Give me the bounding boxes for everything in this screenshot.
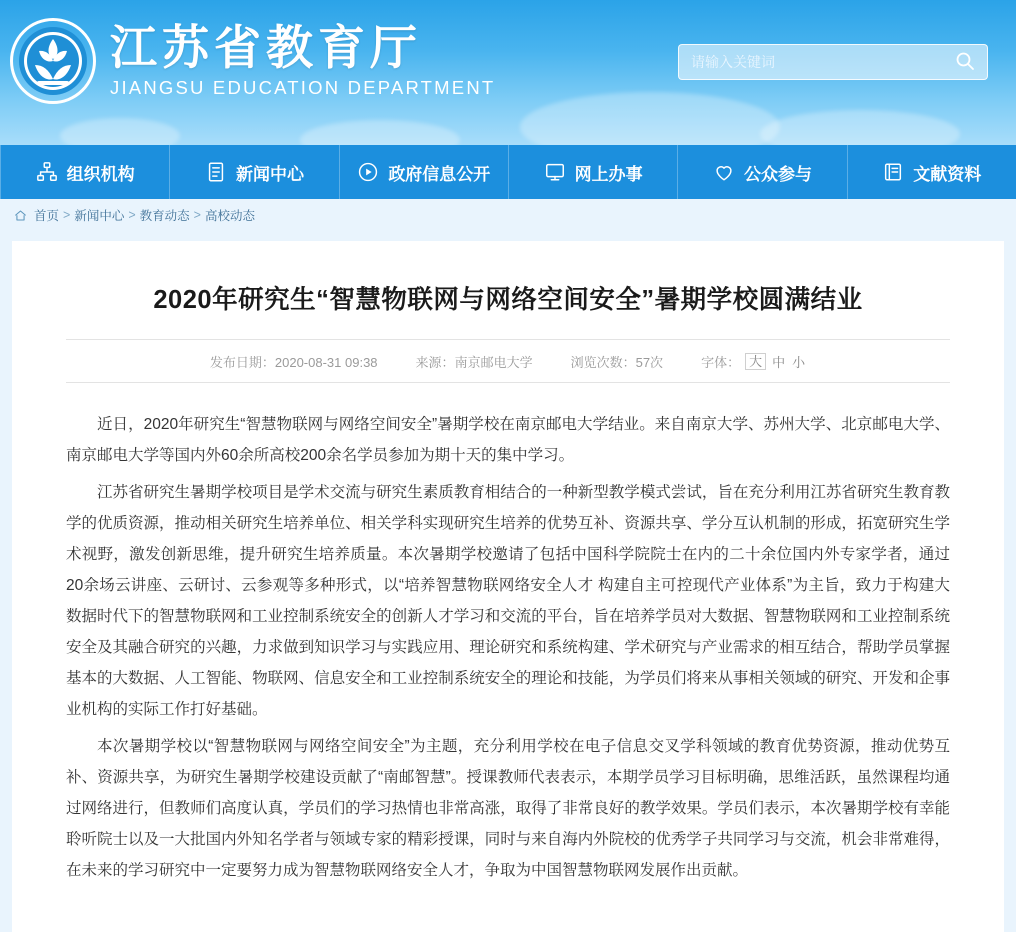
nav-item-online-service[interactable] (509, 145, 678, 199)
page-body (0, 231, 1016, 932)
view-count (571, 352, 663, 371)
breadcrumb-separator: > (63, 208, 71, 222)
source-value: 南京邮电大学 (454, 354, 533, 370)
search-icon (955, 51, 975, 74)
monitor-icon (544, 161, 566, 183)
article-meta (66, 339, 950, 383)
font-size-medium-button[interactable]: 中 (772, 354, 786, 370)
search-box[interactable] (678, 44, 988, 80)
cloud-decoration (60, 118, 180, 145)
publish-date-label: 发布日期： (209, 354, 275, 370)
breadcrumb (0, 199, 1016, 231)
font-size-label: 字体： (701, 354, 741, 370)
source-label: 来源： (415, 354, 455, 370)
nav-label: 政府信息公开 (388, 164, 491, 184)
publish-date (210, 352, 378, 371)
nav-item-documents[interactable] (848, 145, 1016, 199)
breadcrumb-item-university-news[interactable]: 高校动态 (204, 209, 255, 223)
cloud-decoration (520, 92, 780, 145)
nav-item-news-center[interactable] (170, 145, 339, 199)
cloud-decoration (300, 120, 460, 145)
article-paragraph: 近日，2020年研究生“智慧物联网与网络空间安全”暑期学校在南京邮电大学结业。来自南京大学、苏州大学、北京邮电大学、南京邮电大学等国内外60余所高校200余名学员参加为期十天的集中学习。 (66, 416, 950, 465)
nav-label: 组织机构 (66, 164, 135, 184)
font-size-control (701, 352, 806, 371)
font-size-small-button[interactable]: 小 (792, 354, 806, 370)
org-chart-icon (36, 161, 58, 183)
nav-item-gov-info-disclosure[interactable] (340, 145, 509, 199)
article-paragraph: 本次暑期学校以“智慧物联网与网络空间安全”为主题，充分利用学校在电子信息交叉学科领域的教育优势资源，推动优势互补、资源共享，为研究生暑期学校建设贡献了“南邮智慧”。授课教师代表表示，本期学员学习目标明确，思维活跃，虽然课程均通过网络进行，但教师们高度认真，学员们的学习热情也非常高涨，取得了非常良好的教学效果。学员们表示，本次暑期学校有幸能聆听院士以及一大批国内外知名学者与领域专家的精彩授课，同时与来自海内外院校的优秀学子共同学习与交流，机会非常难得，在未来的学习研究中一定要努力成为智慧物联网络安全人才，争取为中国智慧物联网发展作出贡献。 (66, 738, 950, 880)
breadcrumb-separator: > (128, 208, 136, 222)
breadcrumb-item-home[interactable]: 首页 (34, 209, 60, 223)
site-header (0, 0, 1016, 145)
main-navigation (0, 145, 1016, 199)
site-title-en: JIANGSU EDUCATION DEPARTMENT (110, 77, 496, 99)
home-icon (14, 209, 27, 222)
lotus-emblem-icon (10, 18, 96, 104)
nav-label: 新闻中心 (235, 164, 304, 184)
play-circle-icon (357, 161, 379, 183)
search-input[interactable] (679, 45, 943, 79)
article-content (66, 409, 950, 886)
font-size-large-button[interactable]: 大 (745, 353, 766, 370)
nav-item-public-participation[interactable] (678, 145, 847, 199)
breadcrumb-item-education-news[interactable]: 教育动态 (139, 209, 190, 223)
document-icon (205, 161, 227, 183)
article-paragraph: 江苏省研究生暑期学校项目是学术交流与研究生素质教育相结合的一种新型教学模式尝试，旨在充分利用江苏省研究生教育教学的优质资源，推动相关研究生培养单位、相关学科实现研究生培养的优势互补、资源共享、学分互认机制的形成，拓宽研究生学术视野，激发创新思维，提升研究生培养质量。本次暑期学校邀请了包括中国科学院院士在内的二十余位国内外专家学者，通过20余场云讲座、云研讨、云参观等多种形式，以“培养智慧物联网络安全人才 构建自主可控现代产业体系”为主旨，致力于构建大数据时代下的智慧物联网和工业控制系统安全的创新人才学习和交流的平台，旨在培养学员对大数据、智慧物联网和工业控制系统安全及其融合研究的兴趣，力求做到知识学习与实践应用、理论研究和系统构建、学术研究与产业需求的相互结合，帮助学员掌握基本的大数据、人工智能、物联网、信息安全和工业控制系统安全的理论和技能，为学员们将来从事相关领域的研究、开发和企事业机构的实际工作打好基础。 (66, 484, 950, 719)
views-value: 57次 (635, 354, 664, 370)
site-logo[interactable] (10, 18, 495, 104)
breadcrumb-separator: > (193, 208, 201, 222)
page-title: 2020年研究生“智慧物联网与网络空间安全”暑期学校圆满结业 (153, 286, 863, 314)
nav-label: 文献资料 (913, 164, 982, 184)
views-label: 浏览次数： (570, 354, 636, 370)
publish-date-value: 2020-08-31 09:38 (274, 354, 378, 370)
nav-label: 网上办事 (574, 164, 643, 184)
article-container (12, 241, 1004, 932)
site-title-cn: 江苏省教育厅 (110, 20, 422, 74)
search-button[interactable] (943, 45, 987, 79)
breadcrumb-item-news-center[interactable]: 新闻中心 (74, 209, 125, 223)
nav-label: 公众参与 (743, 164, 812, 184)
article-source (416, 352, 533, 371)
nav-item-organization[interactable] (0, 145, 170, 199)
cloud-decoration (760, 110, 960, 145)
heart-icon (713, 161, 735, 183)
book-icon (882, 161, 904, 183)
